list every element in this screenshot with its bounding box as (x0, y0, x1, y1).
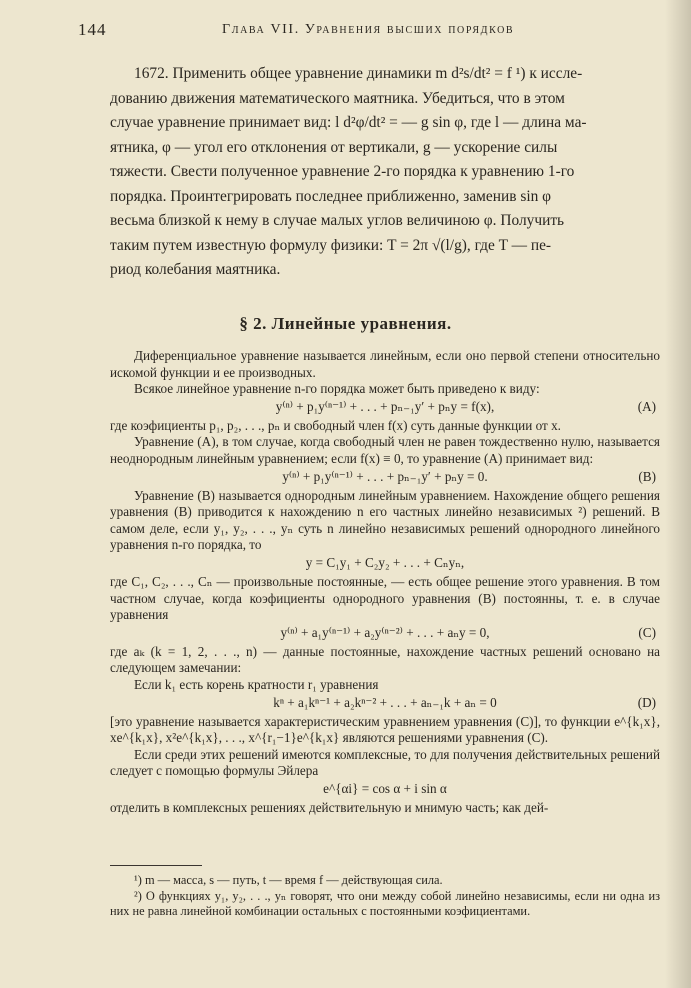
equation-label: (A) (637, 398, 656, 414)
equation-general-solution (110, 555, 660, 573)
problem-line: дованию движения математического маятника. Убедиться, что в этом (110, 89, 565, 107)
equation-label: (B) (638, 468, 656, 484)
footnote: ²) О функциях y₁, y₂, . . ., yₙ говорят, что они между собой линейно независимы, если ни одна из них не равна линейной комбинации остальных с постоянными коэфициентами. (110, 888, 660, 918)
paragraph: где C₁, C₂, . . ., Cₙ — произвольные постоянные, — есть общее решение этого уравнения. В том частном случае, когда коэфициенты однородного уравнения (B) постоянны, т. е. в случае уравнения (110, 573, 660, 623)
equation-text: y⁽ⁿ⁾ + p₁y⁽ⁿ⁻¹⁾ + . . . + pₙ₋₁y′ + pₙy = f(x), (275, 398, 495, 414)
equation-d (110, 695, 660, 713)
paragraph: Если k₁ есть корень кратности r₁ уравнения (134, 676, 379, 692)
equation-label: (C) (638, 624, 656, 640)
problem-1672 (110, 62, 660, 283)
paragraph: Всякое линейное уравнение n-го порядка может быть приведено к виду: (134, 381, 540, 397)
problem-line: ятника, φ — угол его отклонения от вертикали, g — ускорение силы (110, 138, 558, 156)
footnote-divider (110, 865, 202, 866)
equation-a (110, 399, 660, 417)
equation-text: y = C₁y₁ + C₂y₂ + . . . + Cₙyₙ, (305, 554, 465, 570)
paragraph: отделить в комплексных решениях действительную и мнимую часть; как дей- (110, 799, 549, 815)
paragraph: Если среди этих решений имеются комплексные, то для получения действительных решений следует с помощью формулы Эйлера (110, 746, 660, 779)
paragraph: [это уравнение называется характеристическим уравнением уравнения (C)], то функции e^{k₁x}, xe^{k₁x}, x²e^{k₁x}, . . ., x^{r₁−1}e^{k₁x} являются решениями уравнения (C). (110, 713, 660, 746)
problem-line: таким путем известную формулу физики: T = 2π √(l/g), где T — пе- (110, 236, 552, 254)
paragraph: Уравнение (A), в том случае, когда свободный член не равен тождественно нулю, называется неоднородным линейным уравнением; если f(x) ≡ 0, то уравнение (A) принимает вид: (110, 434, 660, 466)
paragraph: Диференциальное уравнение называется линейным, если оно первой степени относительно искомой функции и ее производных. (110, 348, 660, 380)
section-title: § 2. Линейные уравнения. (239, 314, 452, 333)
equation-text: y⁽ⁿ⁾ + a₁y⁽ⁿ⁻¹⁾ + a₂y⁽ⁿ⁻²⁾ + . . . + aₙy = 0, (280, 624, 490, 640)
footnotes (110, 873, 660, 920)
footnote: ¹) m — масса, s — путь, t — время f — действующая сила. (134, 873, 443, 887)
paragraph: где коэфициенты p₁, p₂, . . ., pₙ и свободный член f(x) суть данные функции от x. (110, 417, 561, 433)
equation-text: y⁽ⁿ⁾ + p₁y⁽ⁿ⁻¹⁾ + . . . + pₙ₋₁y′ + pₙy = 0. (282, 468, 488, 484)
paragraph: где aₖ (k = 1, 2, . . ., n) — данные постоянные, нахождение частных решений основано на следующем замечании: (110, 643, 660, 676)
equation-text: kⁿ + a₁kⁿ⁻¹ + a₂kⁿ⁻² + . . . + aₙ₋₁k + aₙ = 0 (273, 694, 497, 710)
problem-line: порядка. Проинтегрировать последнее приближенно, заменив sin φ (110, 187, 552, 205)
equation-text: e^{αi} = cos α + i sin α (323, 780, 447, 796)
problem-line: риод колебания маятника. (110, 261, 281, 278)
problem-line: весьма близкой к нему в случае малых углов величиною φ. Получить (110, 212, 565, 229)
paragraph: Уравнение (B) называется однородным линейным уравнением. Нахождение общего решения уравнения (B) приводится к нахождению n его частных линейно независимых ²) решений. В самом деле, если y₁, y₂, . . ., yₙ суть n линейно независимых решений однородного линейного уравнения n-го порядка, то (110, 487, 660, 553)
equation-b (110, 469, 660, 487)
section-body (110, 348, 660, 816)
problem-line: случае уравнение принимает вид: l d²φ/dt² = — g sin φ, где l — длина ма- (110, 114, 587, 131)
problem-line: тяжести. Свести полученное уравнение 2-го порядка к уравнению 1-го (110, 163, 575, 180)
page-edge-shadow (665, 0, 691, 988)
equation-c (110, 625, 660, 643)
equation-label: (D) (637, 694, 656, 710)
running-title: Глава VII. Уравнения высших порядков (222, 22, 515, 37)
problem-line: 1672. Применить общее уравнение динамики m d²s/dt² = f ¹) к иссле- (134, 65, 583, 82)
page-number: 144 (78, 20, 107, 39)
equation-euler (110, 781, 660, 799)
page-header (0, 20, 691, 46)
